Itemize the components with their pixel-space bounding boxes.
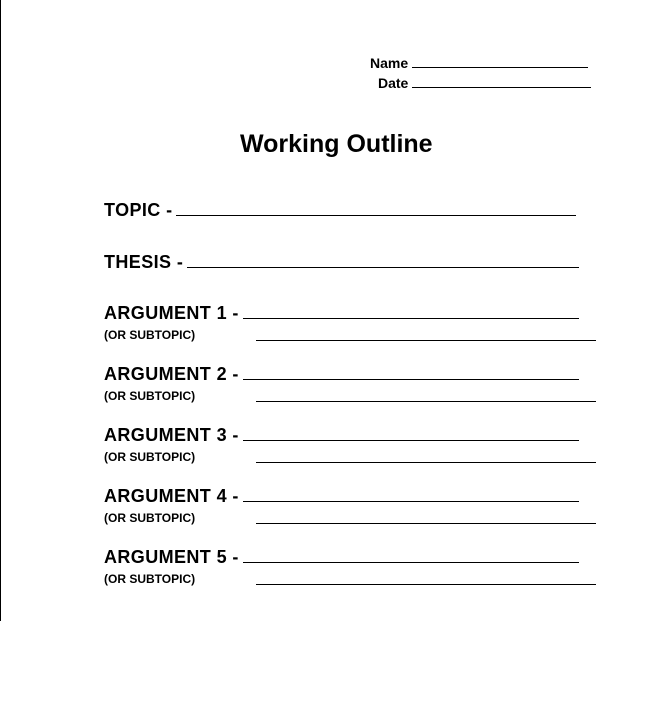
argument-1-label: ARGUMENT 1 -	[104, 303, 239, 323]
argument-5-label: ARGUMENT 5 -	[104, 547, 239, 567]
topic-blank-line[interactable]	[176, 215, 576, 216]
subtopic-4-row	[104, 511, 195, 525]
subtopic-2-blank-line[interactable]	[256, 401, 596, 402]
subtopic-1-label: (OR SUBTOPIC)	[104, 328, 196, 342]
topic-label: TOPIC -	[104, 200, 173, 220]
subtopic-1-blank-line[interactable]	[256, 340, 596, 341]
argument-4-blank-line[interactable]	[243, 501, 579, 502]
argument-2-row	[104, 364, 579, 385]
argument-3-row	[104, 425, 579, 446]
subtopic-1-row	[104, 328, 195, 342]
argument-5-row	[104, 547, 579, 568]
argument-2-label: ARGUMENT 2 -	[104, 364, 239, 384]
subtopic-2-label: (OR SUBTOPIC)	[104, 389, 196, 403]
date-blank-line[interactable]	[412, 87, 591, 88]
topic-field-row	[104, 200, 576, 221]
name-field-row	[370, 55, 588, 71]
subtopic-4-label: (OR SUBTOPIC)	[104, 511, 196, 525]
thesis-blank-line[interactable]	[187, 267, 579, 268]
page-left-border	[0, 0, 1, 621]
argument-5-blank-line[interactable]	[243, 562, 579, 563]
subtopic-3-blank-line[interactable]	[256, 462, 596, 463]
argument-4-row	[104, 486, 579, 507]
argument-1-blank-line[interactable]	[243, 318, 579, 319]
argument-2-blank-line[interactable]	[243, 379, 579, 380]
subtopic-2-row	[104, 389, 195, 403]
argument-1-row	[104, 303, 579, 324]
subtopic-5-label: (OR SUBTOPIC)	[104, 572, 196, 586]
subtopic-3-row	[104, 450, 195, 464]
date-label: Date	[378, 75, 409, 91]
date-field-row	[378, 75, 591, 91]
name-label: Name	[370, 55, 409, 71]
subtopic-5-blank-line[interactable]	[256, 584, 596, 585]
subtopic-3-label: (OR SUBTOPIC)	[104, 450, 196, 464]
subtopic-4-blank-line[interactable]	[256, 523, 596, 524]
thesis-label: THESIS -	[104, 252, 184, 272]
subtopic-5-row	[104, 572, 195, 586]
argument-3-label: ARGUMENT 3 -	[104, 425, 239, 445]
argument-3-blank-line[interactable]	[243, 440, 579, 441]
argument-4-label: ARGUMENT 4 -	[104, 486, 239, 506]
thesis-field-row	[104, 252, 579, 273]
name-blank-line[interactable]	[412, 67, 588, 68]
page-title: Working Outline	[240, 130, 433, 158]
